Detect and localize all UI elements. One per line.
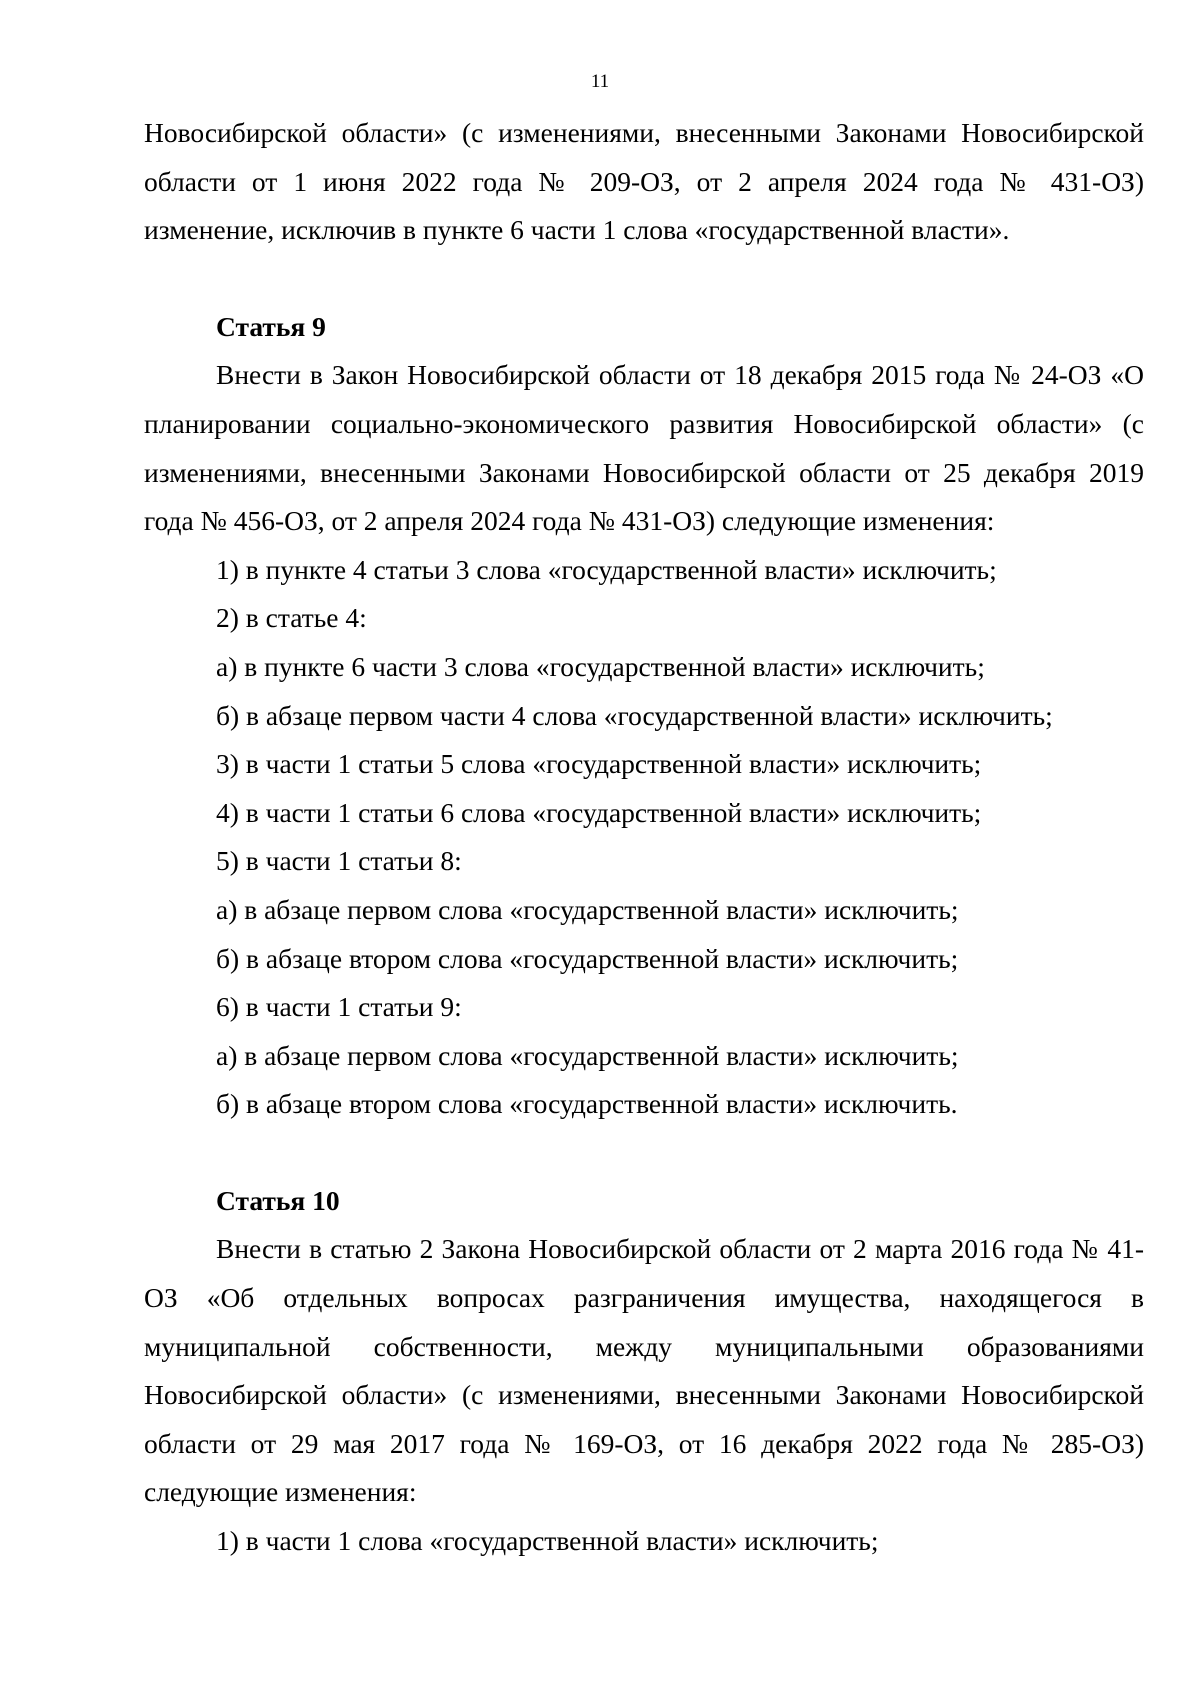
article-9-item: 6) в части 1 статьи 9: [216, 991, 462, 1023]
article-9 [144, 303, 1144, 1129]
article-9-heading: Статья 9 [216, 310, 326, 342]
article-9-item: а) в пункте 6 части 3 слова «государственной власти» исключить; [216, 650, 985, 682]
article-10-intro: Внести в статью 2 Закона Новосибирской области от 2 марта 2016 года № 41-ОЗ «Об отдельных вопросах разграничения имущества, находящегося в муниципальной собственности, между муниципальными образованиями Новосибирской области» (с изменениями, внесенными Законами Новосибирской области от 29 мая 2017 года № 169-ОЗ, от 16 декабря 2022 года № 285-ОЗ) следующие изменения: [144, 1233, 1144, 1508]
article-9-item: б) в абзаце первом части 4 слова «государственной власти» исключить; [216, 699, 1053, 731]
article-9-item: 5) в части 1 статьи 8: [216, 845, 462, 877]
continuation-line: Новосибирской области» (с изменениями, внесенными Законами Новосибирской [144, 117, 1144, 148]
article-9-item: 1) в пункте 4 статьи 3 слова «государственной власти» исключить; [216, 553, 997, 585]
article-10-heading: Статья 10 [216, 1184, 340, 1216]
continuation-line: изменение, исключив в пункте 6 части 1 слова «государственной власти». [144, 214, 1010, 246]
article-9-item: а) в абзаце первом слова «государственной власти» исключить; [216, 893, 959, 925]
page-number: 11 [590, 71, 610, 92]
article-9-item: а) в абзаце первом слова «государственной власти» исключить; [216, 1039, 959, 1071]
article-10-item: 1) в части 1 слова «государственной власти» исключить; [216, 1525, 879, 1557]
article-9-item: 4) в части 1 статьи 6 слова «государственной власти» исключить; [216, 796, 982, 828]
article-10 [144, 1177, 1144, 1566]
document-body [144, 109, 1144, 1566]
continuation-paragraph [144, 109, 1144, 255]
article-9-intro: Внести в Закон Новосибирской области от 18 декабря 2015 года № 24-ОЗ «О планировании социально-экономического развития Новосибирской области» (с изменениями, внесенными Законами Новосибирской области от 25 декабря 2019 года № 456-ОЗ, от 2 апреля 2024 года № 431-ОЗ) следующие изменения: [144, 359, 1144, 537]
article-9-item: 3) в части 1 статьи 5 слова «государственной власти» исключить; [216, 748, 982, 780]
article-9-item: 2) в статье 4: [216, 602, 367, 634]
article-9-item: б) в абзаце втором слова «государственной власти» исключить. [216, 1088, 958, 1120]
article-9-item: б) в абзаце втором слова «государственной власти» исключить; [216, 942, 959, 974]
continuation-line: области от 1 июня 2022 года № 209-ОЗ, от 2 апреля 2024 года № 431-ОЗ) [144, 165, 1144, 197]
